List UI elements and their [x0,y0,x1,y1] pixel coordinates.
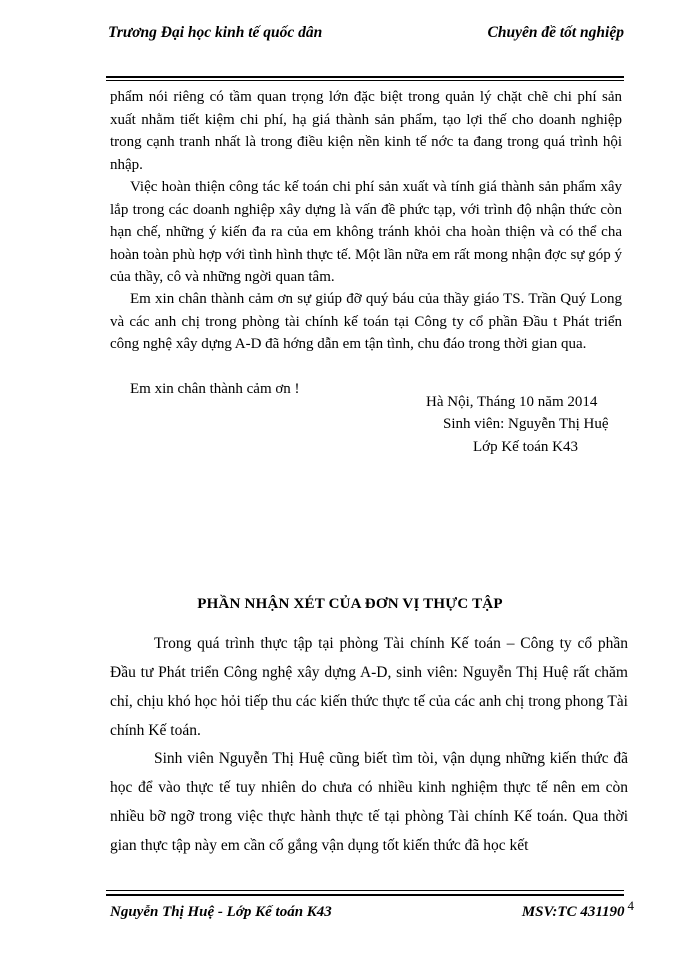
body-paragraph-2: Việc hoàn thiện công tác kế toán chi phí sản xuất và tính giá thành sản phẩm xây lắp trong các doanh nghiệp xây dựng là vấn đề phức tạp, với trình độ nhận thức còn hạn chế, những ý kiến đa ra của em không tránh khỏi cha hoàn thiện và có thể cha hoàn toàn phù hợp với tình hình thực tế. Một lần nữa em rất mong nhận đợc sự góp ý của thầy, cô và những ngời quan tâm. [110,179,622,285]
page-number: 4 [627,898,634,913]
header-doc-type: Chuyên đề tốt nghiệp [487,24,624,41]
signature-class: Lớp Kế toán K43 [473,439,578,455]
footer-rule-thick [106,894,624,896]
review-paragraph-1: Trong quá trình thực tập tại phòng Tài chính Kế toán – Công ty cổ phần Đầu tư Phát triển Công nghệ xây dựng A-D, sinh viên: Nguyễn Thị Huệ rất chăm chỉ, chịu khó học hỏi tiếp thu các kiến thức thực tế của các anh chị trong phong Tài chính Kế toán. [110,635,628,739]
header-rule-thick [106,76,624,78]
header-rule-thin [106,80,624,81]
review-paragraph-2: Sinh viên Nguyễn Thị Huệ cũng biết tìm tòi, vận dụng những kiến thức đã học để vào thực tế tuy nhiên do chưa có nhiều kinh nghiệm thực tế nên em còn nhiều bỡ ngỡ trong việc thực hành thực tế tại phòng Tài chính Kế toán. Qua thời gian thực tập này em cần cố gắng vận dụng tốt kiến thức đã học kết [110,750,628,854]
body-paragraph-1: phẩm nói riêng có tầm quan trọng lớn đặc biệt trong quản lý chặt chẽ chi phí sản xuất nhằm tiết kiệm chi phí, hạ giá thành sản phẩm, tạo lợi thế cho doanh nghiệp trong cạnh tranh nhất là trong điều kiện nền kinh tế nớc ta đang trong quá trình hội nhập. [110,89,622,173]
header-university: Trương Đại học kinh tế quốc dân [108,24,323,41]
body-paragraph-3: Em xin chân thành cảm ơn sự giúp đỡ quý báu của thầy giáo TS. Trần Quý Long và các anh chị trong phòng tài chính kế toán tại Công ty cổ phần Đầu t Phát triển công nghệ xây dựng A-D đã hớng dẫn em tận tình, chu đáo trong thời gian qua. [110,291,622,352]
body-paragraph-4: Em xin chân thành cảm ơn ! [130,381,300,397]
signature-student: Sinh viên: Nguyễn Thị Huệ [443,416,609,432]
page-header [108,24,624,64]
section-title: PHẦN NHẬN XÉT CỦA ĐƠN VỊ THỰC TẬP [197,596,503,612]
footer-student-id: MSV:TC 431190 [521,904,625,920]
footer-author: Nguyễn Thị Huệ - Lớp Kế toán K43 [110,904,332,920]
footer-right [521,898,634,921]
signature-date: Hà Nội, Tháng 10 năm 2014 [426,394,598,410]
footer-rule-thin [106,890,624,891]
page-footer [110,898,634,921]
